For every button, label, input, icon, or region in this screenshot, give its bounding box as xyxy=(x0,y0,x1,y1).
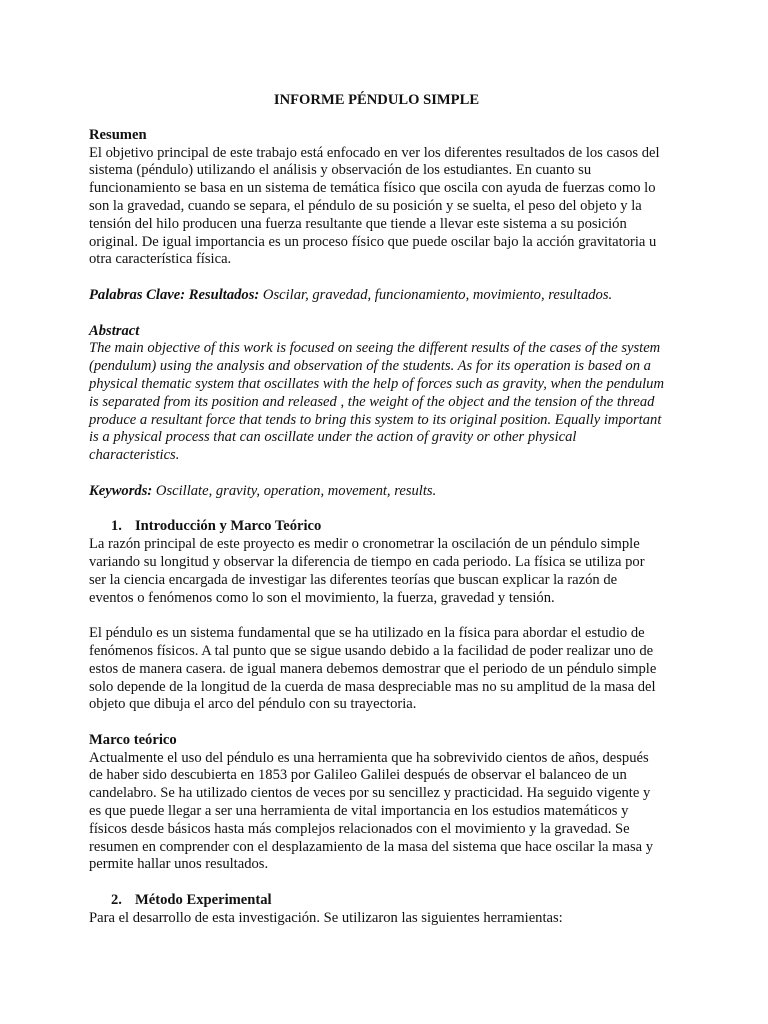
section-1-title: Introducción y Marco Teórico xyxy=(135,518,322,535)
resumen-text: El objetivo principal de este trabajo está enfocado en ver los diferentes resultados de los casos del sistema (péndulo) utilizando el análisis y observación de los estudiantes. En cuanto su funcionamiento se basa en un sistema de temática físico que oscila con ayuda de fuerzas como lo son la gravedad, cuando se separa, el péndulo de su posición y se suelta, el peso del objeto y la tensión del hilo producen una fuerza resultante que tiende a llevar este sistema a su posición original. De igual importancia es un proceso físico que puede oscilar bajo la acción gravitatoria u otra característica física. xyxy=(89,144,660,268)
marco-text: Actualmente el uso del péndulo es una herramienta que ha sobrevivido cientos de años, después de haber sido descubierta en 1853 por Galileo Galilei después de observar el balanceo de un candelabro. Se ha utilizado cientos de veces por su sencillez y practicidad. Ha seguido vigente y es que puede llegar a ser una herramienta de vital importancia en los estudios matemáticos y físicos desde básicos hasta más complejos relacionados con el movimiento y la gravedad. Se resumen en comprender con el desplazamiento de la masa del sistema que hace oscilar la masa y permite hallar unos resultados. xyxy=(89,749,654,873)
document-body xyxy=(89,92,664,928)
palabras-clave-label: Palabras Clave: Resultados: xyxy=(89,286,260,303)
marco-heading: Marco teórico xyxy=(89,731,177,748)
keywords-text: Oscillate, gravity, operation, movement, results. xyxy=(152,482,437,499)
document-title: INFORME PÉNDULO SIMPLE xyxy=(273,92,480,108)
section-1-paragraph-2: El péndulo es un sistema fundamental que se ha utilizado en la física para abordar el estudio de fenómenos físicos. A tal punto que se sigue usando debido a la facilidad de poder realizar uno de estos de manera casera. de igual manera debemos demostrar que el periodo de un péndulo simple solo depende de la longitud de la cuerda de masa despreciable mas no su amplitud de la masa del objeto que dibuja el arco del péndulo con su trayectoria. xyxy=(89,625,657,713)
section-2-number: 2. xyxy=(111,892,122,909)
section-1-heading xyxy=(89,518,664,536)
section-2-title: Método Experimental xyxy=(135,892,272,909)
section-2-text: Para el desarrollo de esta investigación. Se utilizaron las siguientes herramientas: xyxy=(89,909,563,926)
section-1-paragraph-1: La razón principal de este proyecto es medir o cronometrar la oscilación de un péndulo simple variando su longitud y observar la diferencia de tiempo en cada periodo. La física se utiliza por ser la ciencia encargada de investigar las diferentes teorías que buscan explicar la razón de eventos o fenómenos como lo son el movimiento, la fuerza, gravedad y tensión. xyxy=(89,536,645,606)
palabras-clave xyxy=(89,287,664,305)
keywords xyxy=(89,483,664,501)
keywords-label: Keywords: xyxy=(89,482,153,499)
section-2-heading xyxy=(89,892,664,910)
abstract-heading: Abstract xyxy=(89,322,140,339)
resumen-heading: Resumen xyxy=(89,126,147,143)
palabras-clave-text: Oscilar, gravedad, funcionamiento, movimiento, resultados. xyxy=(259,286,613,303)
abstract-text: The main objective of this work is focused on seeing the different results of the cases of the system (pendulum) using the analysis and observation of the students. As for its operation is based on a physical thematic system that oscillates with the help of forces such as gravity, when the pendulum is separated from its position and released , the weight of the object and the tension of the thread produce a resultant force that tends to bring this system to its original position. Equally important is a physical process that can oscillate under the action of gravity or other physical characteristics. xyxy=(89,340,665,464)
section-1-number: 1. xyxy=(111,518,122,535)
